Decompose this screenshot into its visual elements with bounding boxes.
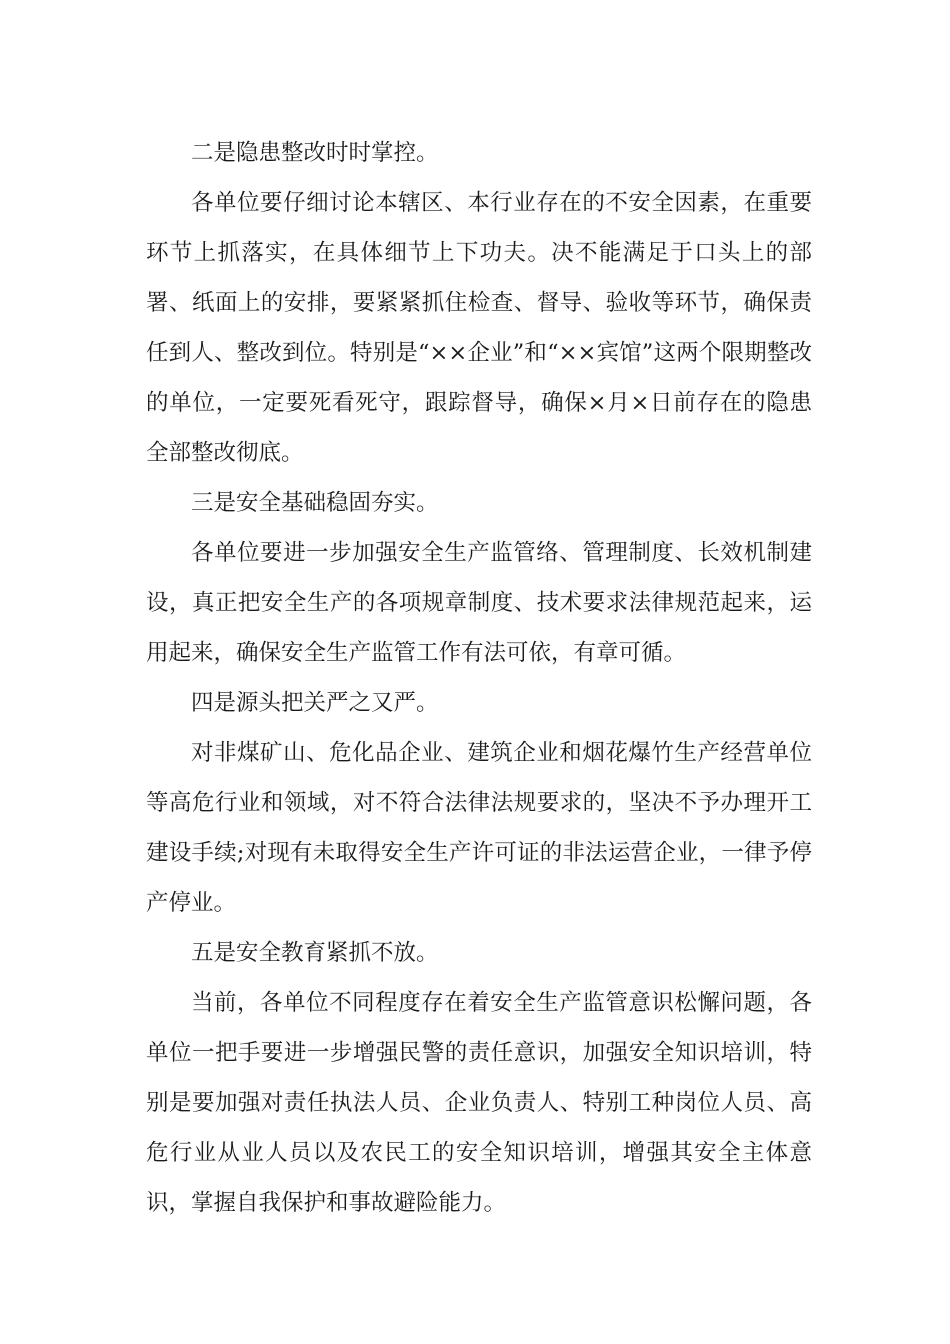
heading-item-3: 三是安全基础稳固夯实。: [191, 490, 439, 516]
document-body: [146, 128, 812, 1228]
heading-item-2: 二是隐患整改时时掌控。: [191, 140, 439, 166]
heading-item-5: 五是安全教育紧抓不放。: [191, 940, 439, 966]
paragraph-source-control: 对非煤矿山、危化品企业、建筑企业和烟花爆竹生产经营单位等高危行业和领域，对不符合法律法规要求的，坚决不予办理开工建设手续;对现有未取得安全生产许可证的非法运营企业，一律予停产停业。: [146, 740, 812, 916]
paragraph-hazard-rectification: 各单位要仔细讨论本辖区、本行业存在的不安全因素，在重要环节上抓落实，在具体细节上下功夫。决不能满足于口头上的部署、纸面上的安排，要紧紧抓住检查、督导、验收等环节，确保责任到人、整改到位。特别是“××企业”和“××宾馆”这两个限期整改的单位，一定要死看死守，跟踪督导，确保×月×日前存在的隐患全部整改彻底。: [146, 190, 812, 466]
paragraph-safety-education: 当前，各单位不同程度存在着安全生产监管意识松懈问题，各单位一把手要进一步增强民警的责任意识，加强安全知识培训，特别是要加强对责任执法人员、企业负责人、特别工种岗位人员、高危行业从业人员以及农民工的安全知识培训，增强其安全主体意识，掌握自我保护和事故避险能力。: [146, 990, 812, 1216]
paragraph-safety-foundation: 各单位要进一步加强安全生产监管络、管理制度、长效机制建设，真正把安全生产的各项规章制度、技术要求法律规范起来，运用起来，确保安全生产监管工作有法可依，有章可循。: [146, 540, 812, 666]
heading-item-4: 四是源头把关严之又严。: [191, 690, 439, 716]
